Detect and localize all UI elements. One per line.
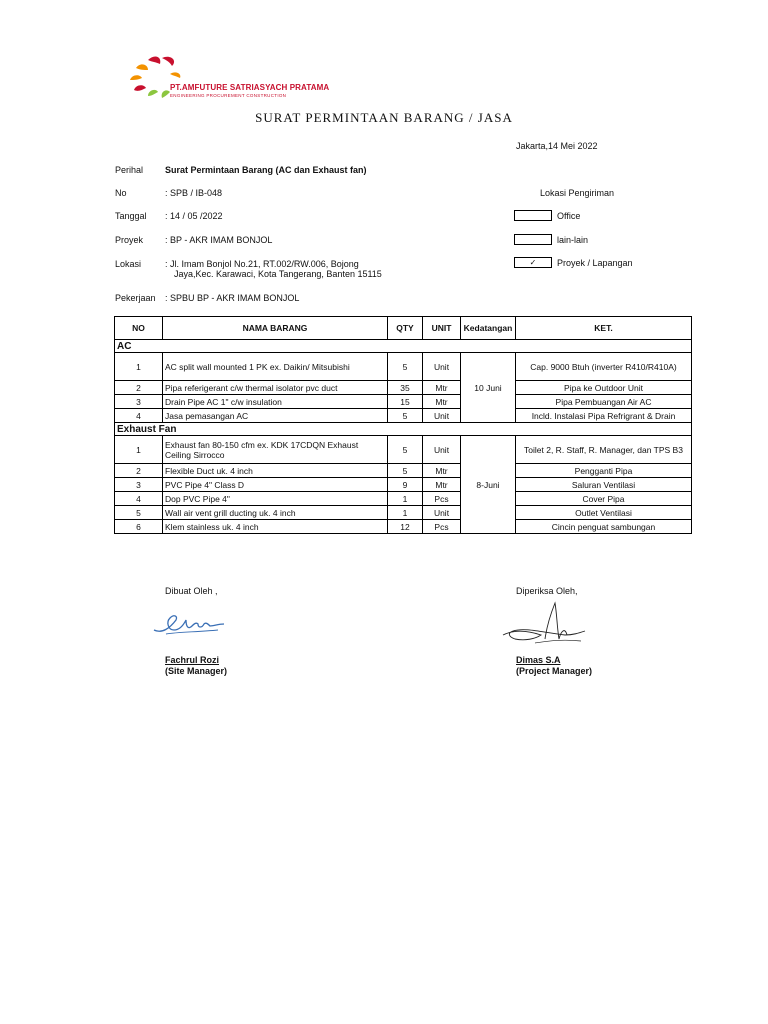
signature-left-role: (Site Manager) xyxy=(165,666,228,676)
header-kedatangan: Kedatangan xyxy=(461,317,516,340)
signature-right-name: Dimas S.A xyxy=(516,655,561,665)
cell-no: 2 xyxy=(115,381,163,395)
cell-ket: Cap. 9000 Btuh (inverter R410/R410A) xyxy=(516,353,692,381)
proyek-value: : BP - AKR IMAM BONJOL xyxy=(165,235,273,245)
cell-no: 4 xyxy=(115,492,163,506)
option-office-label: Office xyxy=(557,211,581,221)
cell-nama: Exhaust fan 80-150 cfm ex. KDK 17CDQN Exhaust Ceiling Sirrocco xyxy=(163,436,388,464)
cell-ket: Toilet 2, R. Staff, R. Manager, dan TPS B3 xyxy=(516,436,692,464)
header-qty: QTY xyxy=(388,317,423,340)
header-ket: KET. xyxy=(516,317,692,340)
lokasi-label: Lokasi xyxy=(115,259,142,269)
section-row xyxy=(115,423,692,436)
table-row xyxy=(115,381,692,395)
cell-nama: Klem stainless uk. 4 inch xyxy=(163,520,388,534)
pekerjaan-value: : SPBU BP - AKR IMAM BONJOL xyxy=(165,293,300,303)
tanggal-label: Tanggal xyxy=(115,211,147,221)
table-row xyxy=(115,409,692,423)
cell-kedatangan-ac: 10 Juni xyxy=(461,353,516,423)
cell-unit: Mtr xyxy=(423,478,461,492)
tanggal-value: : 14 / 05 /2022 xyxy=(165,211,223,221)
cell-nama: AC split wall mounted 1 PK ex. Daikin/ Mitsubishi xyxy=(163,353,388,381)
signature-left-caption: Dibuat Oleh , xyxy=(165,586,218,596)
cell-unit: Unit xyxy=(423,409,461,423)
cell-qty: 9 xyxy=(388,478,423,492)
cell-nama: Flexible Duct uk. 4 inch xyxy=(163,464,388,478)
cell-qty: 5 xyxy=(388,464,423,478)
cell-ket: Incld. Instalasi Pipa Refrigrant & Drain xyxy=(516,409,692,423)
option-proyek-label: Proyek / Lapangan xyxy=(557,258,633,268)
table-row xyxy=(115,464,692,478)
company-tagline: ENGINEERING PROCUREMENT CONSTRUCTION xyxy=(170,93,287,98)
cell-no: 4 xyxy=(115,409,163,423)
signature-right-caption: Diperiksa Oleh, xyxy=(516,586,578,596)
cell-nama: PVC Pipe 4" Class D xyxy=(163,478,388,492)
cell-ket: Pengganti Pipa xyxy=(516,464,692,478)
cell-no: 6 xyxy=(115,520,163,534)
cell-nama: Pipa referigerant c/w thermal isolator pvc duct xyxy=(163,381,388,395)
signature-left-name: Fachrul Rozi xyxy=(165,655,220,665)
place-date: Jakarta,14 Mei 2022 xyxy=(516,141,598,151)
section-title-exhaust: Exhaust Fan xyxy=(115,423,692,436)
lokasi-line-2: Jaya,Kec. Karawaci, Kota Tangerang, Banten 15115 xyxy=(174,269,382,279)
table-header-row xyxy=(115,317,692,340)
header-unit: UNIT xyxy=(423,317,461,340)
delivery-title: Lokasi Pengiriman xyxy=(540,188,615,198)
cell-qty: 5 xyxy=(388,436,423,464)
no-label: No xyxy=(115,188,127,198)
table-row xyxy=(115,520,692,534)
table-row xyxy=(115,478,692,492)
option-lain-lain-label: lain-lain xyxy=(557,235,589,245)
cell-unit: Pcs xyxy=(423,520,461,534)
cell-ket: Pipa Pembuangan Air AC xyxy=(516,395,692,409)
proyek-label: Proyek xyxy=(115,235,144,245)
cell-unit: Unit xyxy=(423,353,461,381)
cell-qty: 15 xyxy=(388,395,423,409)
company-logo xyxy=(126,52,326,108)
pekerjaan-label: Pekerjaan xyxy=(115,293,156,303)
perihal-value: Surat Permintaan Barang (AC dan Exhaust fan) xyxy=(165,165,367,175)
cell-no: 2 xyxy=(115,464,163,478)
table-row xyxy=(115,492,692,506)
cell-no: 3 xyxy=(115,478,163,492)
header-no: NO xyxy=(115,317,163,340)
cell-qty: 1 xyxy=(388,492,423,506)
no-value: : SPB / IB-048 xyxy=(165,188,223,198)
cell-ket: Cincin penguat sambungan xyxy=(516,520,692,534)
cell-unit: Mtr xyxy=(423,464,461,478)
signature-left-icon xyxy=(148,608,233,640)
cell-kedatangan-exhaust: 8-Juni xyxy=(461,436,516,534)
cell-nama: Wall air vent grill ducting uk. 4 inch xyxy=(163,506,388,520)
checkbox-proyek[interactable]: ✓ xyxy=(514,257,552,268)
cell-qty: 5 xyxy=(388,353,423,381)
section-row xyxy=(115,340,692,353)
signature-right-role: (Project Manager) xyxy=(516,666,593,676)
cell-unit: Unit xyxy=(423,436,461,464)
cell-ket: Cover Pipa xyxy=(516,492,692,506)
table-row xyxy=(115,395,692,409)
cell-no: 1 xyxy=(115,436,163,464)
cell-qty: 5 xyxy=(388,409,423,423)
signature-right-icon xyxy=(495,595,590,651)
cell-no: 1 xyxy=(115,353,163,381)
cell-ket: Outlet Ventilasi xyxy=(516,506,692,520)
cell-nama: Drain Pipe AC 1" c/w insulation xyxy=(163,395,388,409)
cell-nama: Jasa pemasangan AC xyxy=(163,409,388,423)
cell-unit: Mtr xyxy=(423,395,461,409)
cell-unit: Unit xyxy=(423,506,461,520)
header-nama: NAMA BARANG xyxy=(163,317,388,340)
cell-unit: Pcs xyxy=(423,492,461,506)
checkbox-office[interactable] xyxy=(514,210,552,221)
lokasi-line-1: : Jl. Imam Bonjol No.21, RT.002/RW.006, Bojong xyxy=(165,259,359,269)
table-row xyxy=(115,353,692,381)
document-title: SURAT PERMINTAAN BARANG / JASA xyxy=(255,110,513,125)
company-name: PT.AMFUTURE SATRIASYACH PRATAMA xyxy=(170,83,330,92)
checkbox-lain-lain[interactable] xyxy=(514,234,552,245)
cell-nama: Dop PVC Pipe 4" xyxy=(163,492,388,506)
cell-ket: Pipa ke Outdoor Unit xyxy=(516,381,692,395)
section-title-ac: AC xyxy=(115,340,692,353)
cell-no: 3 xyxy=(115,395,163,409)
cell-qty: 12 xyxy=(388,520,423,534)
cell-unit: Mtr xyxy=(423,381,461,395)
cell-qty: 1 xyxy=(388,506,423,520)
cell-ket: Saluran Ventilasi xyxy=(516,478,692,492)
perihal-label: Perihal xyxy=(115,165,144,175)
table-row xyxy=(115,506,692,520)
items-table xyxy=(114,316,692,534)
table-row xyxy=(115,436,692,464)
cell-no: 5 xyxy=(115,506,163,520)
cell-qty: 35 xyxy=(388,381,423,395)
